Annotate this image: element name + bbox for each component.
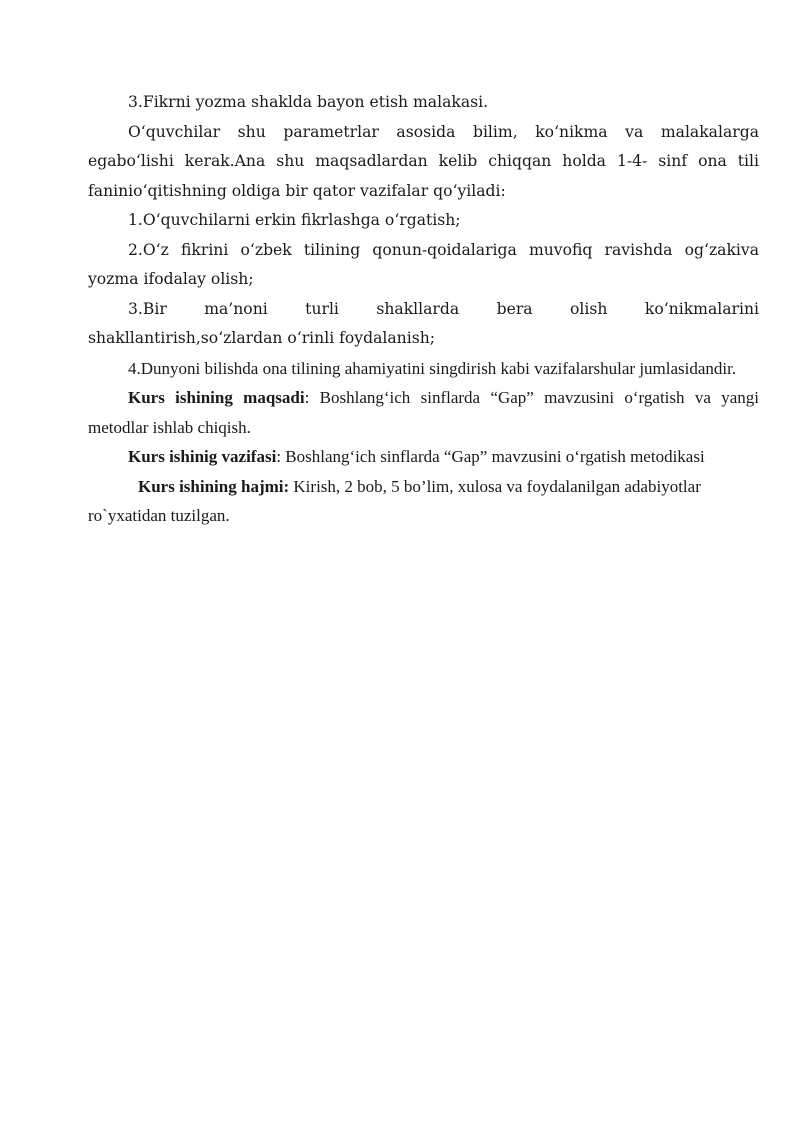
- course-goal-label: Kurs ishining maqsadi: [128, 388, 305, 407]
- paragraph-skill-item-3: 3.Fikrni yozma shaklda bayon etish malakasi.: [128, 93, 489, 111]
- course-volume-text: Kirish, 2 bob, 5 bo’lim, xulosa va foydalanilgan adabiyotlar ro`yxatidan tuzilgan.: [88, 476, 701, 525]
- paragraph-course-task: [88, 442, 759, 472]
- document-page: [88, 88, 759, 531]
- course-task-label: Kurs ishinig vazifasi: [128, 447, 277, 466]
- course-goal-text: : Boshlang‘ich sinflarda “Gap” mavzusini o‘rgatish va yangi metodlar ishlab chiqish.: [88, 388, 760, 437]
- course-task-text: : Boshlang‘ich sinflarda “Gap” mavzusini o‘rgatish metodikasi: [276, 447, 705, 466]
- paragraph-course-volume: [88, 472, 759, 531]
- paragraph-task-item-1: 1.O‘quvchilarni erkin fikrlashga o‘rgatish;: [128, 211, 461, 229]
- paragraph-task-item-4: 4.Dunyoni bilishda ona tilining ahamiyatini singdirish kabi vazifalarshular jumlasidandir.: [128, 358, 737, 378]
- paragraph-task-item-2: 2.O‘z fikrini o‘zbek tilining qonun-qoidalariga muvofiq ravishda og‘zakiva yozma ifodalay olish;: [88, 240, 759, 288]
- course-volume-label: Kurs ishining hajmi:: [138, 476, 290, 496]
- paragraph-task-item-3: 3.Bir ma’noni turli shakllarda bera olish ko‘nikmalarini shakllantirish,so‘zlardan o‘rinli foydalanish;: [88, 299, 759, 347]
- paragraph-course-goal: [88, 383, 759, 442]
- paragraph-parameters: O‘quvchilar shu parametrlar asosida bilim, ko‘nikma va malakalarga egabo‘lishi kerak.Ana shu maqsadlardan kelib chiqqan holda 1-4- sinf ona tili faninio‘qitishning oldiga bir qator vazifalar qo‘yiladi:: [88, 122, 759, 200]
